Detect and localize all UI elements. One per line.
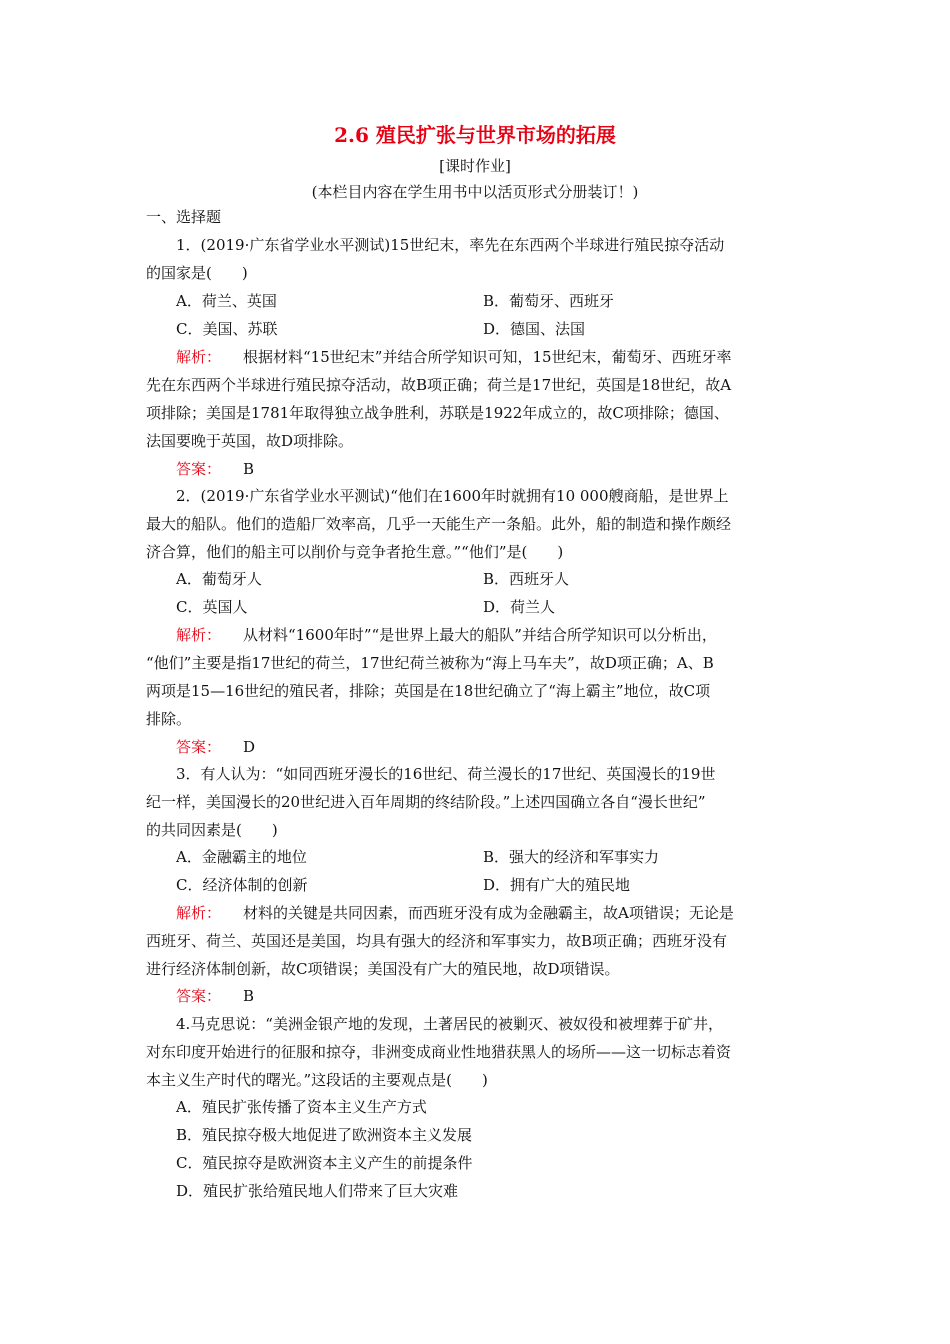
question-1-answer (176, 456, 254, 482)
question-3-analysis-line: 西班牙、荷兰、英国还是美国，均具有强大的经济和军事实力，故B项正确；西班牙没有 (146, 932, 728, 950)
question-3-analysis (176, 900, 734, 926)
question-2-option-a: A．葡萄牙人 (176, 570, 262, 588)
question-2-analysis (176, 622, 717, 648)
question-1-analysis (176, 344, 732, 370)
answer-value: B (243, 987, 255, 1005)
question-3-option-c: C．经济体制的创新 (176, 876, 308, 894)
question-2-analysis-line: 两项是15—16世纪的殖民者，排除；英国是在18世纪确立了“海上霸主”地位，故C项 (146, 682, 711, 700)
question-3-stem-line: 3．有人认为：“如同西班牙漫长的16世纪、荷兰漫长的17世纪、英国漫长的19世 (176, 765, 716, 783)
question-2-stem-line: 济合算，他们的船主可以削价与竞争者抢生意。”“他们”是( ) (146, 543, 564, 561)
analysis-line: 材料的关键是共同因素，而西班牙没有成为金融霸主，故A项错误；无论是 (243, 904, 734, 922)
question-3-option-a: A．金融霸主的地位 (176, 848, 307, 866)
question-1-option-a: A．荷兰、英国 (176, 292, 277, 310)
analysis-label: 解析： (176, 904, 222, 922)
question-2-analysis-line: 排除。 (146, 710, 192, 728)
question-1-analysis-line: 项排除；美国是1781年取得独立战争胜利，苏联是1922年成立的，故C项排除；德国、 (146, 404, 729, 422)
question-1-stem-line: 的国家是( ) (146, 264, 248, 282)
question-1-option-b: B．葡萄牙、西班牙 (483, 292, 615, 310)
question-3-option-d: D．拥有广大的殖民地 (483, 876, 631, 894)
question-2-stem-line: 2．(2019·广东省学业水平测试)“他们在1600年时就拥有10 000艘商船，是世界上 (176, 487, 729, 505)
question-1-stem-line: 1．(2019·广东省学业水平测试)15世纪末，率先在东西两个半球进行殖民掠夺活动 (176, 236, 725, 254)
question-4-stem-line: 对东印度开始进行的征服和掠夺，非洲变成商业性地猎获黑人的场所——这一切标志着资 (146, 1043, 732, 1061)
question-4-option-b: B．殖民掠夺极大地促进了欧洲资本主义发展 (176, 1126, 473, 1144)
question-2-analysis-line: “他们”主要是指17世纪的荷兰，17世纪荷兰被称为“海上马车夫”，故D项正确；A、B (146, 654, 714, 672)
question-4-option-c: C．殖民掠夺是欧洲资本主义产生的前提条件 (176, 1154, 473, 1172)
analysis-line: 从材料“1600年时”“是世界上最大的船队”并结合所学知识可以分析出， (243, 626, 717, 644)
question-2-stem-line: 最大的船队。他们的造船厂效率高，几乎一天能生产一条船。此外，船的制造和操作颇经 (146, 515, 732, 533)
question-2-option-b: B．西班牙人 (483, 570, 570, 588)
question-3-stem-line: 的共同因素是( ) (146, 821, 278, 839)
question-3-analysis-line: 进行经济体制创新，故C项错误；美国没有广大的殖民地，故D项错误。 (146, 960, 620, 978)
question-3-option-b: B．强大的经济和军事实力 (483, 848, 660, 866)
question-4-stem-line: 本主义生产时代的曙光。”这段话的主要观点是( ) (146, 1071, 488, 1089)
question-2-option-d: D．荷兰人 (483, 598, 556, 616)
question-3-answer (176, 983, 254, 1009)
answer-value: D (243, 738, 256, 756)
question-1-option-c: C．美国、苏联 (176, 320, 278, 338)
question-2-option-c: C．英国人 (176, 598, 248, 616)
answer-label: 答案： (176, 987, 222, 1005)
page-subtitle: [课时作业] (439, 157, 511, 175)
analysis-label: 解析： (176, 626, 222, 644)
question-4-option-a: A．殖民扩张传播了资本主义生产方式 (176, 1098, 427, 1116)
answer-value: B (243, 460, 255, 478)
question-1-option-d: D．德国、法国 (483, 320, 586, 338)
binding-note: (本栏目内容在学生用书中以活页形式分册装订！) (311, 183, 639, 201)
question-1-analysis-line: 法国要晚于英国，故D项排除。 (146, 432, 354, 450)
analysis-label: 解析： (176, 348, 222, 366)
question-3-stem-line: 纪一样，美国漫长的20世纪进入百年周期的终结阶段。”上述四国确立各自“漫长世纪” (146, 793, 706, 811)
question-1-analysis-line: 先在东西两个半球进行殖民掠夺活动，故B项正确；荷兰是17世纪，英国是18世纪，故A (146, 376, 732, 394)
analysis-line: 根据材料“15世纪末”并结合所学知识可知，15世纪末，葡萄牙、西班牙率 (243, 348, 732, 366)
answer-label: 答案： (176, 738, 222, 756)
section-heading: 一、选择题 (146, 208, 222, 226)
question-4-option-d: D．殖民扩张给殖民地人们带来了巨大灾难 (176, 1182, 459, 1200)
question-4-stem-line: 4.马克思说：“美洲金银产地的发现，土著居民的被剿灭、被奴役和被埋葬于矿井， (176, 1015, 723, 1033)
answer-label: 答案： (176, 460, 222, 478)
page-title: 2.6 殖民扩张与世界市场的拓展 (334, 123, 616, 147)
question-2-answer (176, 734, 255, 760)
